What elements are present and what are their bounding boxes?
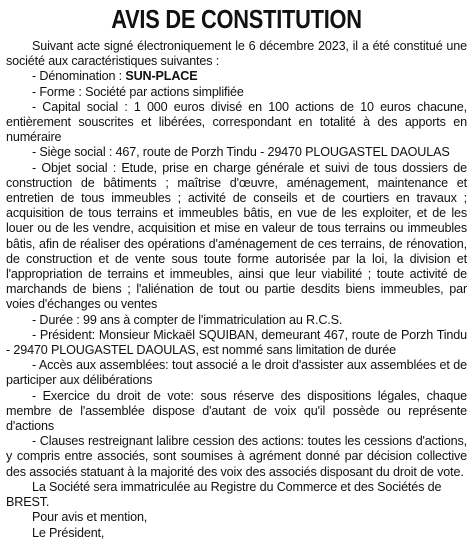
- denomination-line: [6, 69, 467, 84]
- signature-line: Le Président,: [32, 525, 105, 540]
- duree-line: - Durée : 99 ans à compter de l'immatriculation au R.C.S.: [32, 312, 343, 327]
- denomination-value: SUN-PLACE: [125, 69, 198, 84]
- notice-title: AVIS DE CONSTITUTION: [111, 4, 362, 34]
- immatriculation-line: La Société sera immatriculée au Registre du Commerce et des Sociétés de BREST.: [6, 479, 442, 510]
- notice-body: [6, 39, 467, 541]
- president-paragraph: - Président: Monsieur Mickaël SQUIBAN, demeurant 467, route de Porzh Tindu - 29470 PLOUGASTEL DAOULAS, est nommé sans limitation de durée: [6, 327, 467, 358]
- closing-line: Pour avis et mention,: [32, 510, 148, 525]
- siege-line: - Siège social : 467, route de Porzh Tindu - 29470 PLOUGASTEL DAOULAS: [32, 145, 450, 160]
- forme-line: - Forme : Société par actions simplifiée: [32, 84, 244, 99]
- objet-paragraph: - Objet social : Etude, prise en charge générale et suivi de tous dossiers de construction de bâtiments ; maîtrise d'œuvre, aménagement, maintenance et entretien de tous immeubles ; activité de conseils et de courtiers en travaux ; acquisition de tous terrains et immeubles bâtis, en vue de les exploiter, et de les louer ou de les vendre, acquisition et mise en valeur de tous terrains ou immeubles bâtis, afin de réaliser des opérations d'aménagement de ces terrains, de rénovation, de construction et de vente sous toute forme autorisée par la loi, la division et l'appropriation de terrains et immeubles, ainsi que leur viabilité ; toute activité de marchands de biens ; l'aliénation de tout ou partie desdits biens immeubles, par voies d'échanges ou ventes: [6, 160, 467, 312]
- clauses-paragraph: - Clauses restreignant lalibre cession des actions: toutes les cessions d'actions, y compris entre associés, sont soumises à agrément donné par décision collective des associés statuant à la majorité des voix des associés disposant du droit de vote.: [6, 434, 467, 479]
- vote-paragraph: - Exercice du droit de vote: sous réserve des dispositions légales, chaque membre de l'assemblée dispose d'autant de voix qu'il possède ou représente d'actions: [6, 388, 467, 434]
- intro-paragraph: Suivant acte signé électroniquement le 6 décembre 2023, il a été constitué une société aux caractéristiques suivantes :: [6, 39, 467, 69]
- capital-paragraph: - Capital social : 1 000 euros divisé en 100 actions de 10 euros chacune, entièrement souscrites et libérées, correspondant en totalité à des apports en numéraire: [6, 99, 467, 145]
- acces-paragraph: - Accès aux assemblées: tout associé a le droit d'assister aux assemblées et de participer aux délibérations: [6, 358, 467, 388]
- denomination-label: - Dénomination :: [32, 69, 126, 84]
